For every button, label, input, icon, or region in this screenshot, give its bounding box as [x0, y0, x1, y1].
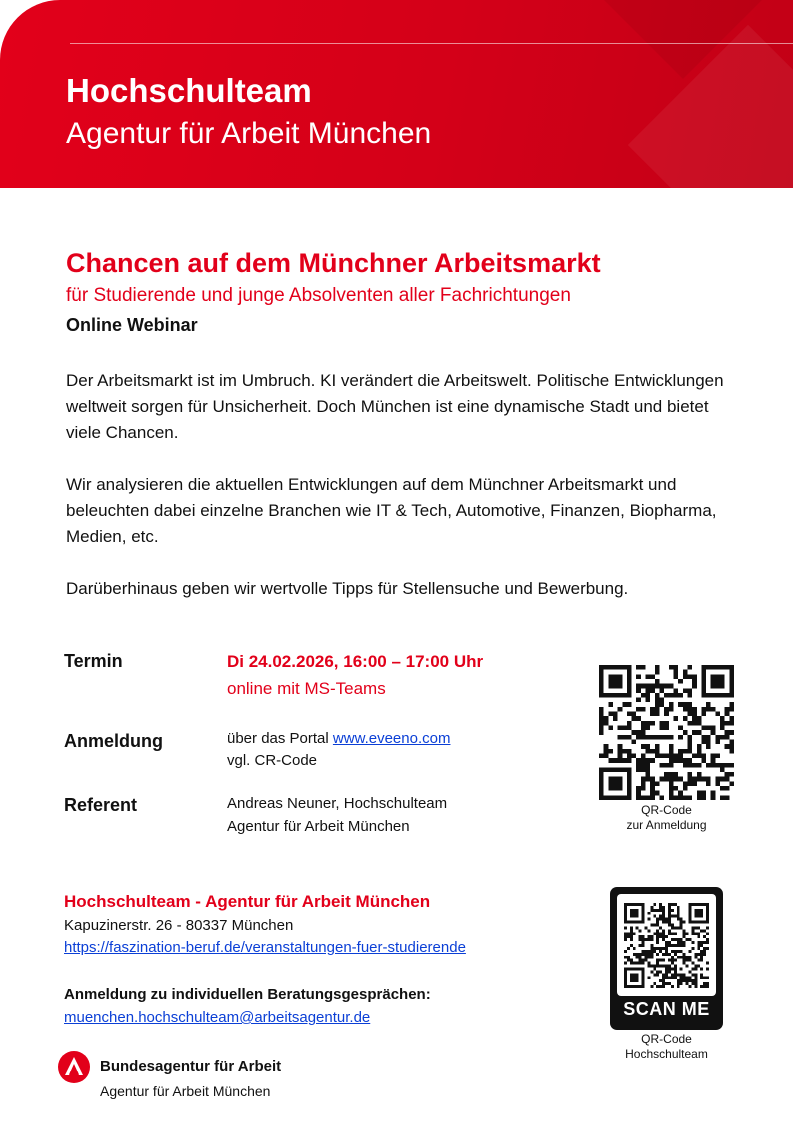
qr-code-icon — [599, 665, 734, 800]
consultation-title: Anmeldung zu individuellen Beratungsgesprächen: — [64, 986, 431, 1003]
referent-org: Agentur für Arbeit München — [227, 818, 410, 835]
event-subheadline: für Studierende und junge Absolventen aller Fachrichtungen — [66, 285, 571, 306]
logo-subline: Agentur für Arbeit München — [100, 1083, 271, 1099]
termin-date: Di 24.02.2026, 16:00 – 17:00 Uhr — [227, 652, 484, 671]
qr-code-icon — [624, 903, 709, 988]
anmeldung-prefix: über das Portal — [227, 730, 333, 747]
faszination-beruf-link[interactable]: https://faszination-beruf.de/veranstaltungen-fuer-studierende — [64, 939, 466, 956]
team-qr-frame — [617, 894, 716, 996]
contact-org-title: Hochschulteam - Agentur für Arbeit München — [64, 892, 431, 911]
qr-caption-line: QR-Code — [641, 803, 692, 817]
eveeno-link[interactable]: www.eveeno.com — [332, 730, 451, 747]
termin-mode: online mit MS-Teams — [227, 679, 386, 698]
referent-name: Andreas Neuner, Hochschulteam — [227, 795, 448, 812]
anmeldung-label: Anmeldung — [64, 731, 163, 751]
qr-caption-line: zur Anmeldung — [626, 818, 707, 832]
tips-paragraph: Darüberhinaus geben wir wertvolle Tipps für Stellensuche und Bewerbung. — [66, 579, 629, 598]
anmeldung-note: vgl. CR-Code — [227, 752, 318, 769]
header-title: Hochschulteam — [66, 72, 312, 109]
event-format: Online Webinar — [66, 315, 198, 335]
qr-caption-line: QR-Code — [641, 1032, 692, 1046]
logo-wordmark: Bundesagentur für Arbeit — [100, 1058, 282, 1075]
email-link[interactable]: muenchen.hochschulteam@arbeitsagentur.de — [64, 1009, 371, 1026]
anmeldung-text — [227, 728, 450, 750]
header-banner — [0, 0, 793, 188]
team-qr-badge[interactable] — [610, 887, 723, 1030]
intro-paragraph: Der Arbeitsmarkt ist im Umbruch. KI verändert die Arbeitswelt. Politische Entwicklungen weltweit sorgen für Unsicherheit. Doch München ist eine dynamische Stadt und bietet viele Chancen. — [66, 371, 724, 442]
team-qr-caption — [600, 1032, 733, 1062]
event-headline: Chancen auf dem Münchner Arbeitsmarkt — [66, 248, 601, 278]
referent-label: Referent — [64, 795, 138, 815]
analysis-paragraph: Wir analysieren die aktuellen Entwicklungen auf dem Münchner Arbeitsmarkt und beleuchten dabei einzelne Branchen wie IT & Tech, Automotive, Finanzen, Biopharma, Medien, etc. — [66, 475, 717, 546]
registration-qr-code[interactable] — [599, 665, 734, 800]
scan-me-label: SCAN ME — [623, 999, 710, 1019]
termin-label: Termin — [64, 651, 123, 671]
registration-qr-caption — [600, 803, 733, 833]
banner-divider — [70, 43, 793, 44]
qr-caption-line: Hochschulteam — [625, 1047, 708, 1061]
header-subtitle: Agentur für Arbeit München — [66, 117, 432, 150]
bundesagentur-logo-icon — [58, 1051, 90, 1083]
contact-address: Kapuzinerstr. 26 - 80337 München — [64, 917, 294, 934]
